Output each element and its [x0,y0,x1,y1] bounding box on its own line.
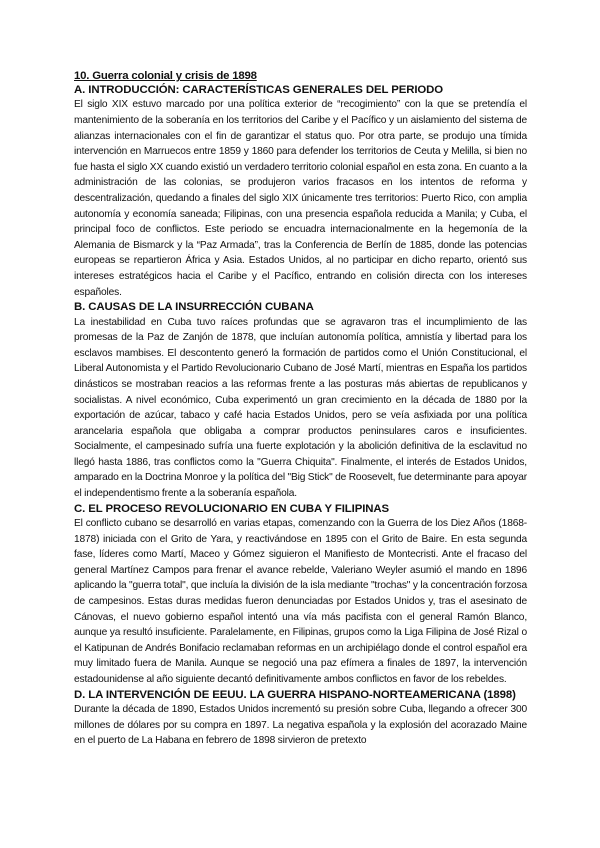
section-intervencion-eeuu [74,688,527,749]
section-body: La inestabilidad en Cuba tuvo raíces profundas que se agravaron tras el incumplimiento de las promesas de la Paz de Zanjón de 1878, que incluían autonomía política, amnistía y libertad para los esclavos mambises. El descontento generó la formación de partidos como el Unión Constitucional, el Liberal Autonomista y el Partido Revolucionario Cubano de José Martí, mientras en España los partidos dinásticos se mostraban reacios a las reformas frente a las posturas más abiertas de republicanos y socialistas. A nivel económico, Cuba experimentó un gran crecimiento en la década de 1880 por la exportación de azúcar, tabaco y café hacia Estados Unidos, pero se veía asfixiada por una política arancelaria española que obligaba a comprar productos peninsulares caros e insuficientes. Socialmente, el campesinado sufría una fuerte explotación y la abolición definitiva de la esclavitud no llegó hasta 1886, tras conflictos como la "Guerra Chiquita". Finalmente, el interés de Estados Unidos, amparado en la Doctrina Monroe y la política del "Big Stick" de Roosevelt, fue determinante para apoyar el independentismo frente a la soberanía española. [74,316,527,500]
section-body: El conflicto cubano se desarrolló en varias etapas, comenzando con la Guerra de los Diez Años (1868-1878) iniciada con el Grito de Yara, y reactivándose en 1895 con el Grito de Baire. En esta segunda fase, líderes como Martí, Maceo y Gómez siguieron el Manifiesto de Montecristi. Ante el fracaso del general Martínez Campos para frenar el avance rebelde, Valeriano Weyler asumió el mando en 1896 aplicando la "guerra total", que incluía la división de la isla mediante "trochas" y la concentración forzosa de campesinos. Estas duras medidas fueron denunciadas por Estados Unidos y, tras el asesinato de Cánovas, el nuevo gobierno español intentó una vía más pacifista con el general Ramón Blanco, aunque ya resultó insuficiente. Paralelamente, en Filipinas, grupos como la Liga Filipina de José Rizal o el Katipunan de Andrés Bonifacio reclamaban reformas en un archipiélago donde el control español era muy limitado fuera de Manila. Aunque se negoció una paz efímera a finales de 1897, la intervención estadounidense al año siguiente decantó definitivamente ambos conflictos en favor de los rebeldes. [74,518,527,685]
section-introduccion [74,83,527,300]
section-body: El siglo XIX estuvo marcado por una política exterior de “recogimiento” con la que se pretendía el mantenimiento de la soberanía en los territorios del Caribe y el Pacífico y un aislamiento del sistema de alianzas internacionales con el fin de garantizar el status quo. Por otra parte, se produjo una tímida intervención en Marruecos entre 1859 y 1860 para defender los territorios de Ceuta y Melilla, si bien no fue hasta el siglo XX cuando existió un verdadero territorio colonial español en esta zona. En cuanto a la administración de las colonias, se produjeron varios fracasos en los intentos de reforma y descentralización, quedando a finales del siglo XIX únicamente tres territorios: Puerto Rico, con amplia autonomía y economía saneada; Filipinas, con una presencia española reducida a Manila; y Cuba, el principal foco de conflictos. Este periodo se encuadra internacionalmente en la hegemonía de la Alemania de Bismarck y la “Paz Armada”, tras la Conferencia de Berlín de 1885, donde las potencias europeas se repartieron África y Asia. Estados Unidos, al no participar en dicho reparto, orientó sus intereses estratégicos hacia el Caribe y el Pacífico, entrando en colisión directa con los intereses españoles. [74,99,527,298]
section-heading: D. LA INTERVENCIÓN DE EEUU. LA GUERRA HISPANO-NORTEAMERICANA (1898) [74,688,516,701]
page-title: 10. Guerra colonial y crisis de 1898 [74,70,257,82]
document-page [74,69,527,749]
section-heading: A. INTRODUCCIÓN: CARACTERÍSTICAS GENERALES DEL PERIODO [74,84,444,96]
section-causas [74,300,527,502]
section-proceso-revolucionario [74,502,527,688]
section-heading: C. EL PROCESO REVOLUCIONARIO EN CUBA Y FILIPINAS [74,502,390,515]
section-body: Durante la década de 1890, Estados Unidos incrementó su presión sobre Cuba, llegando a ofrecer 300 millones de dólares por su compra en 1897. La negativa española y la explosión del acorazado Maine en el puerto de La Habana en febrero de 1898 sirvieron de pretexto [74,704,527,747]
section-heading: B. CAUSAS DE LA INSURRECCIÓN CUBANA [74,301,314,314]
